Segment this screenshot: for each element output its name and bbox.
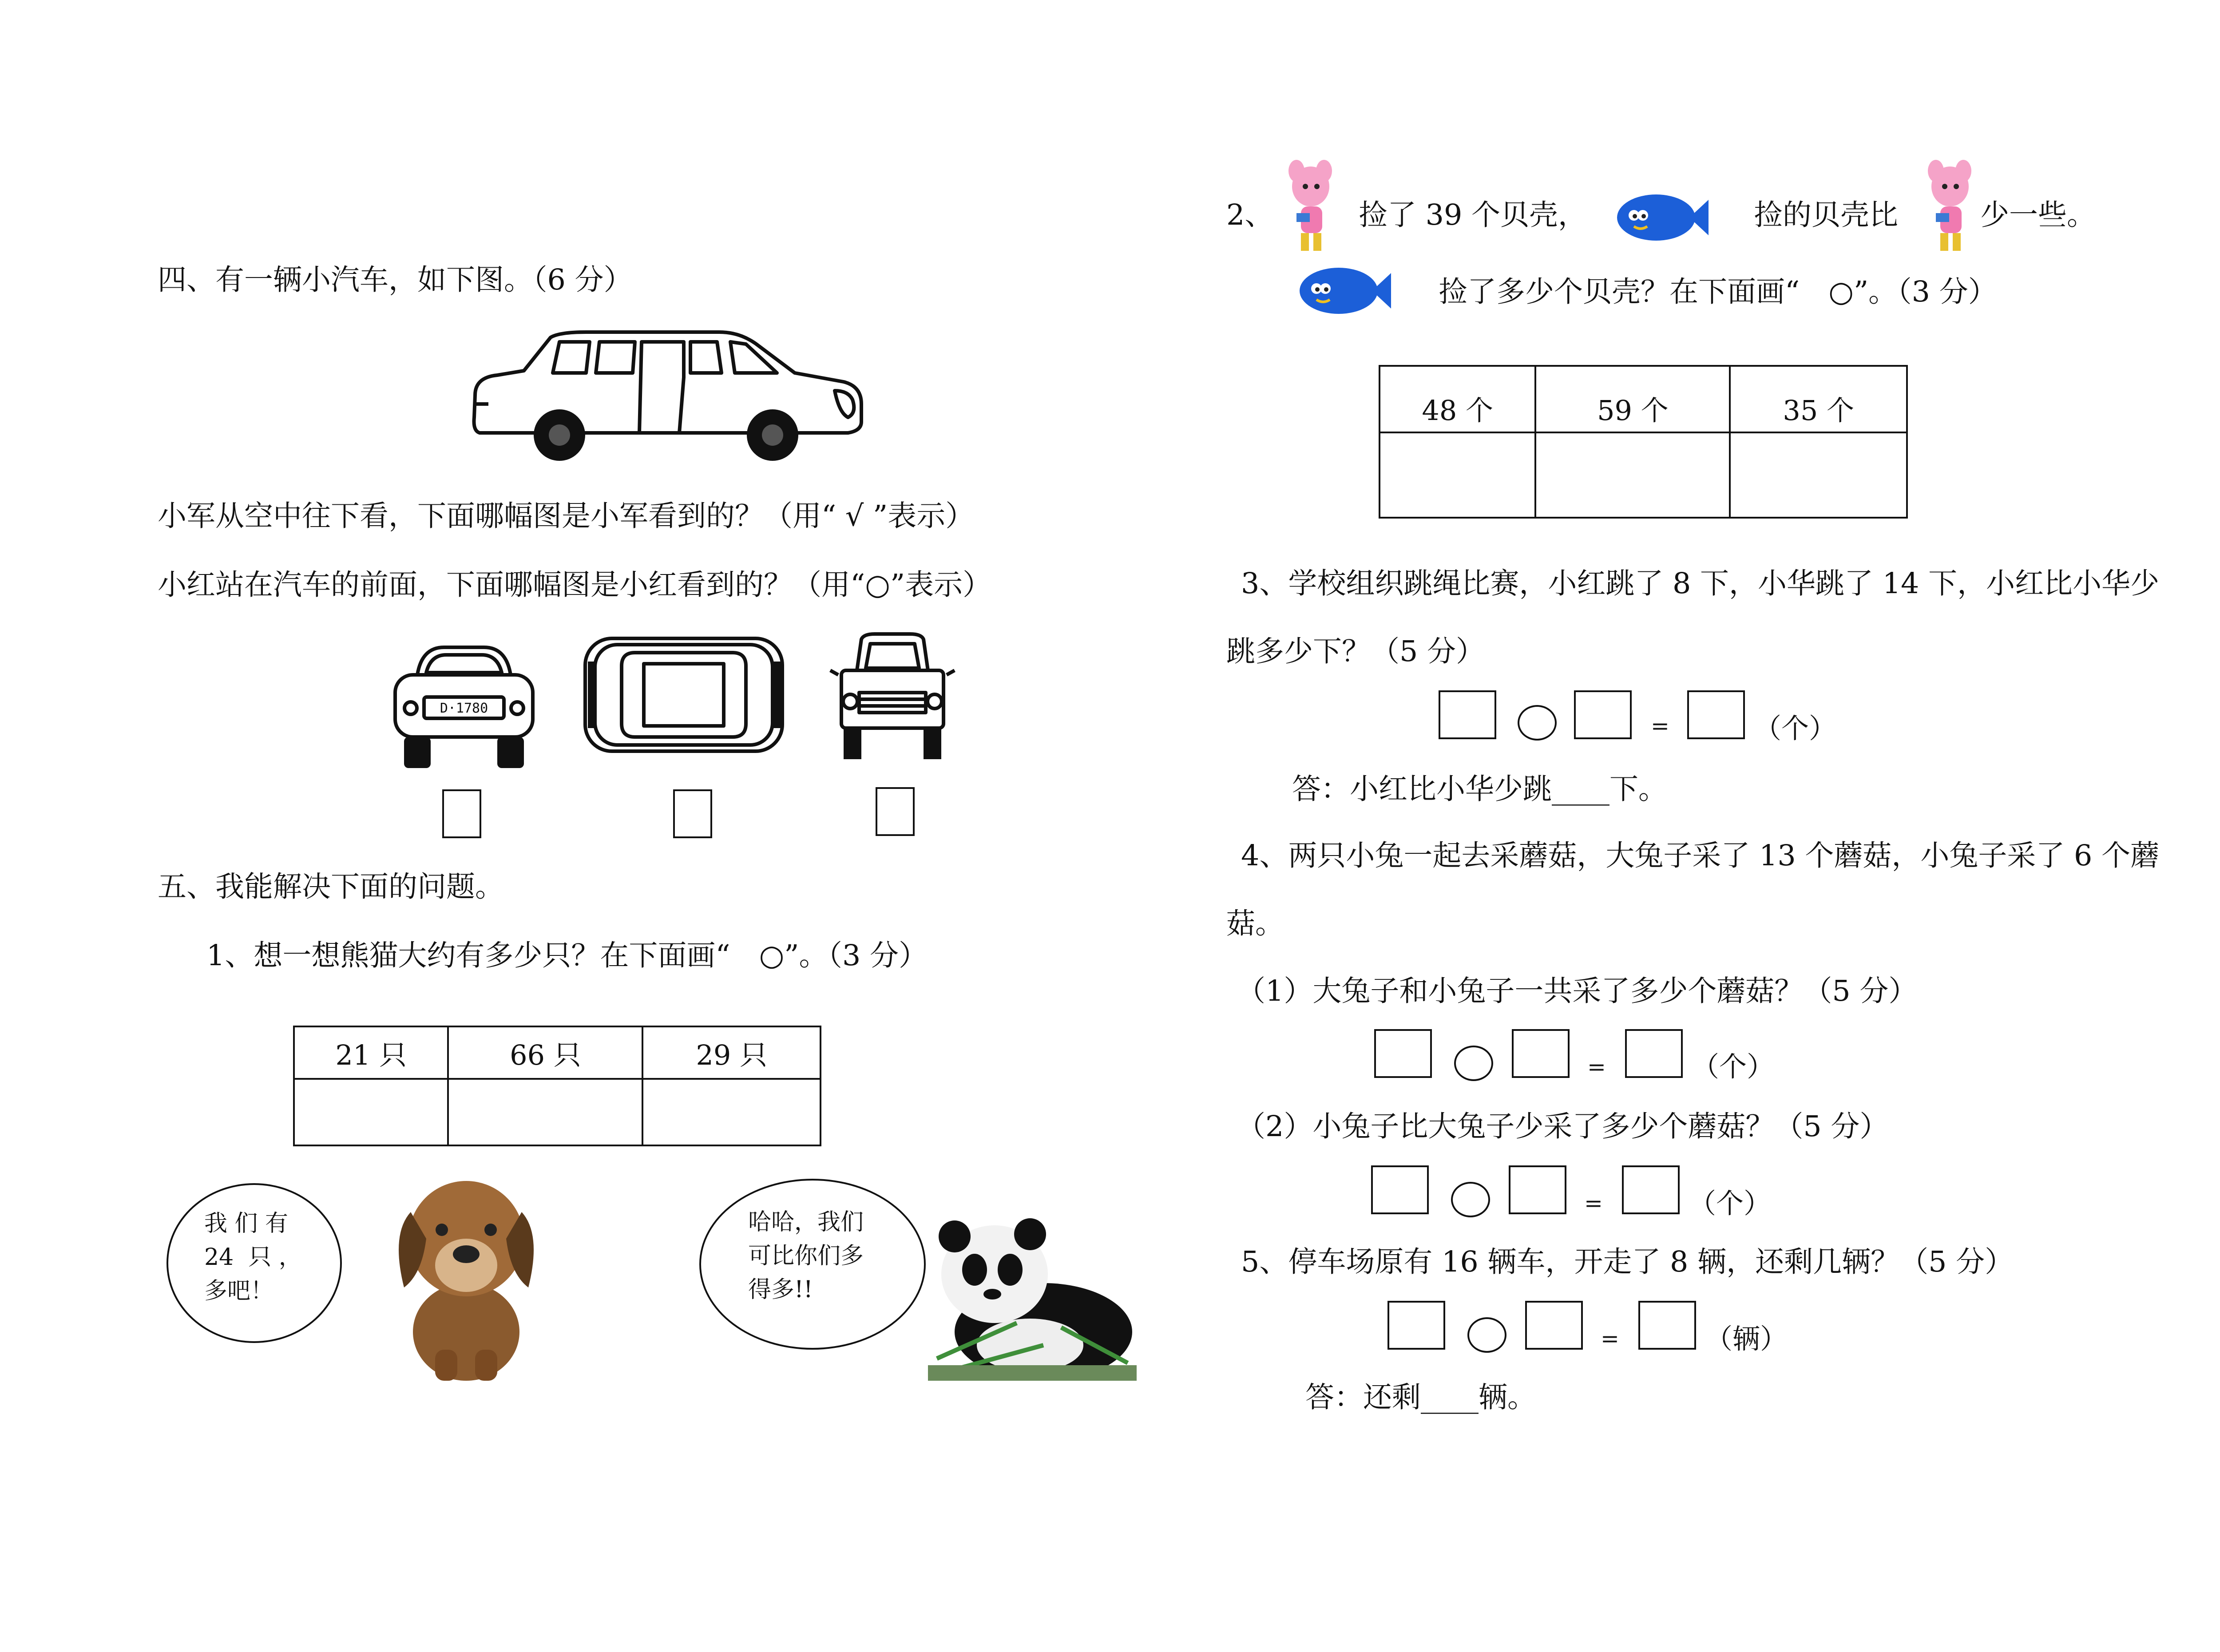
q2-number: 2、 <box>1226 198 1274 232</box>
operand-box[interactable] <box>1512 1029 1570 1078</box>
equals-sign: = <box>1651 713 1669 739</box>
option-cell: 21 只 <box>294 1026 448 1079</box>
license-plate-text: D·1780 <box>440 701 488 716</box>
answer-box-front-view[interactable] <box>876 787 915 836</box>
unit-label: （个） <box>1692 1050 1775 1083</box>
q2-line2: 捡了多少个贝壳？在下面画“ ○”。（3 分） <box>1439 275 1997 309</box>
equals-sign: = <box>1601 1326 1619 1351</box>
shell-options-table <box>1379 365 1908 519</box>
panda-image <box>928 1212 1137 1381</box>
q4-line1: 4、两只小兔一起去采蘑菇，大兔子采了 13 个蘑菇，小兔子采了 6 个蘑 <box>1241 839 2160 872</box>
unit-label: （个） <box>1689 1187 1772 1220</box>
blue-fish-icon <box>1299 264 1392 317</box>
result-box[interactable] <box>1625 1029 1683 1078</box>
car-side-illustration <box>471 329 866 466</box>
answer-cell[interactable] <box>448 1079 642 1145</box>
panda-options-table <box>293 1026 821 1146</box>
operand-box[interactable] <box>1439 690 1496 739</box>
answer-box-back-view[interactable] <box>442 789 481 838</box>
dog-image <box>391 1172 542 1381</box>
option-cell: 48 个 <box>1380 366 1535 432</box>
q2-part1: 捡了 39 个贝壳， <box>1359 198 1587 232</box>
answer-cell[interactable] <box>1380 432 1535 518</box>
operand-box[interactable] <box>1509 1165 1566 1214</box>
car-back-view-illustration <box>391 644 537 773</box>
blue-fish-icon <box>1616 191 1709 244</box>
question-top-view: 小军从空中往下看，下面哪幅图是小军看到的？（用“ √ ”表示） <box>158 499 975 533</box>
car-front-view-illustration <box>835 630 950 764</box>
q3-line1: 3、学校组织跳绳比赛，小红跳了 8 下，小华跳了 14 下，小红比小华少 <box>1241 567 2160 600</box>
result-box[interactable] <box>1638 1301 1696 1350</box>
question-5-1: 1、想一想熊猫大约有多少只？在下面画“ ○”。（3 分） <box>206 939 928 972</box>
section5-title: 五、我能解决下面的问题。 <box>158 870 504 903</box>
unit-label: （辆） <box>1705 1323 1788 1355</box>
answer-cell[interactable] <box>1730 432 1907 518</box>
operator-circle[interactable] <box>1518 705 1557 741</box>
answer-cell[interactable] <box>642 1079 821 1145</box>
operator-circle[interactable] <box>1454 1046 1493 1081</box>
unit-label: （个） <box>1754 712 1837 745</box>
question-front-view: 小红站在汽车的前面，下面哪幅图是小红看到的？（用“○”表示） <box>158 568 992 602</box>
q4-line2: 菇。 <box>1226 907 1284 940</box>
answer-cell[interactable] <box>1535 432 1730 518</box>
equals-sign: = <box>1584 1190 1603 1216</box>
q2-part2: 捡的贝壳比 <box>1754 198 1899 232</box>
pink-character-icon <box>1923 162 1976 255</box>
option-cell: 29 只 <box>642 1026 821 1079</box>
option-cell: 35 个 <box>1730 366 1907 432</box>
q3-line2: 跳多少下？（5 分） <box>1226 635 1485 668</box>
operator-circle[interactable] <box>1467 1317 1506 1353</box>
equals-sign: = <box>1587 1054 1606 1080</box>
result-box[interactable] <box>1687 690 1745 739</box>
panda-speech-text: 哈哈，我们 可比你们多 得多!! <box>748 1209 864 1303</box>
q4-sub2: （2）小兔子比大兔子少采了多少个蘑菇？（5 分） <box>1237 1110 1889 1143</box>
operand-box[interactable] <box>1388 1301 1445 1350</box>
operand-box[interactable] <box>1371 1165 1429 1214</box>
operand-box[interactable] <box>1525 1301 1583 1350</box>
operand-box[interactable] <box>1574 690 1632 739</box>
q5-line1: 5、停车场原有 16 辆车，开走了 8 辆，还剩几辆？（5 分） <box>1241 1245 2014 1279</box>
q5-answer: 答：还剩____辆。 <box>1305 1381 1537 1414</box>
option-cell: 66 只 <box>448 1026 642 1079</box>
pink-character-icon <box>1283 162 1336 255</box>
section4-title: 四、有一辆小汽车，如下图。（6 分） <box>158 263 633 297</box>
result-box[interactable] <box>1622 1165 1680 1214</box>
operator-circle[interactable] <box>1451 1182 1490 1217</box>
operand-box[interactable] <box>1374 1029 1432 1078</box>
q3-answer: 答：小红比小华少跳____下。 <box>1292 773 1668 806</box>
dog-speech-text: 我 们 有 24 只 ， 多吧！ <box>204 1210 302 1304</box>
q2-part3: 少一些。 <box>1980 198 2096 232</box>
answer-box-top-view[interactable] <box>673 789 712 838</box>
car-top-view-illustration <box>582 635 786 755</box>
q4-sub1: （1）大兔子和小兔子一共采了多少个蘑菇？（5 分） <box>1237 975 1918 1008</box>
answer-cell[interactable] <box>294 1079 448 1145</box>
option-cell: 59 个 <box>1535 366 1730 432</box>
